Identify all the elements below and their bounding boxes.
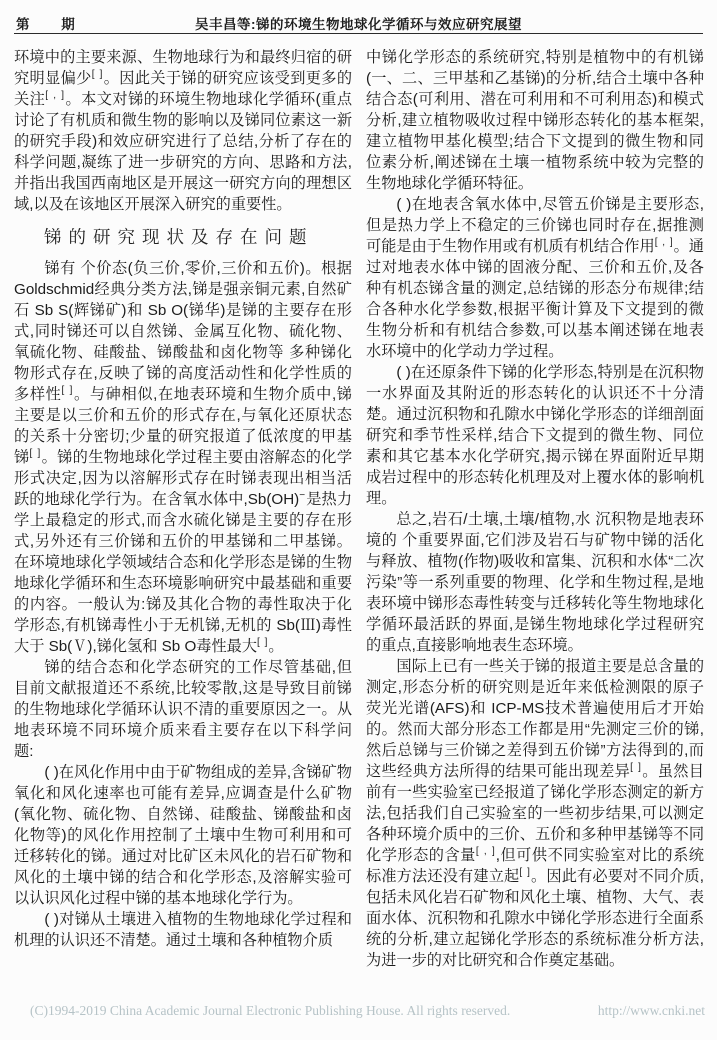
copyright-text: (C)1994-2019 China Academic Journal Electronic Publishing House. All rights reserved.: [30, 1003, 511, 1018]
paragraph-interface-summary: 总之,岩石/土壤,土壤/植物,水 沉积物是地表环境的 个重要界面,它们涉及岩石与矿物中锑的活化与释放、植物(作物)吸收和富集、沉积和水体“二次污染”等一系列重要的物理、化学和生物过程,是地表环境中锑形态毒性转变与迁移转化等生物地球化学循环最活跃的界面,是锑生物地球化学过程研究的重点,直接影响地表生态环境。: [366, 511, 704, 654]
right-column: [366, 47, 704, 971]
paragraph-question-soil-plant-start: ( )对锑从土壤进入植物的生物地球化学过程和机理的认识还不清楚。通过土壤和各种植物介质: [14, 911, 352, 949]
left-column: [14, 47, 352, 971]
watermark-footer: [30, 1003, 705, 1019]
paragraph-soil-plant-continuation: 中锑化学形态的系统研究,特别是植物中的有机锑(一、二、三甲基和乙基锑)的分析,结合土壤中各种结合态(可利用、潜在可利用和不可利用态)和模式分析,建立植物吸收过程中锑形态转化的基本框架,建立植物甲基化模型;结合下文提到的微生物和同位素分析,阐述锑在土壤一植物系统中较为完整的生物地球化学循环特征。: [366, 49, 704, 192]
section-heading: 锑的研究现状及存在问题: [44, 227, 314, 247]
paragraph-international-status: 国际上已有一些关于锑的报道主要是总含量的测定,形态分析的研究则是近年来低检测限的原子荧光光谱(AFS)和 ICP-MS技术普遍使用后才开始的。然而大部分形态工作都是用“先测定三价的锑,然后总锑与三价锑之差得到五价锑”方法得到的,而这些经典方法所得的结果可能出现差异[ ]。虽然目前有一些实验室已经报道了锑化学形态测定的新方法,包括我们自己实验室的一些初步结果,可以测定各种环境介质中的三价、五价和多种甲基锑等不同化学形态的含量[ , ],但可供不同实验室对比的系统标准方法还没有建立起[ ]。因此有必要对不同介质,包括未风化岩石矿物和风化土壤、植物、大气、表面水体、沉积物和孔隙水中锑化学形态进行全面系统的分析,建立起锑化学形态的系统标准分析方法,为进一步的对比研究和合作奠定基础。: [366, 658, 704, 969]
paragraph-question-oxic-water: ( )在地表含氧水体中,尽管五价锑是主要形态,但是热力学上不稳定的三价锑也同时存在,据推测可能是由于生物作用或有机质有机结合作用[ , ]。通过对地表水体中锑的固液分配、三价和五价,及各种有机态锑含量的测定,总结锑的形态分布规律;结合各种水化学参数,根据平衡计算及下文提到的微生物分析和有机结合参数,可以基本阐述锑在地表水环境中的化学动力学过程。: [366, 196, 704, 360]
paragraph-valence-states: 锑有 个价态(负三价,零价,三价和五价)。根据 Goldschmid经典分类方法,锑是强亲铜元素,自然矿石 Sb S(辉锑矿)和 Sb O(锑华)是锑的主要存在形式,同时锑还可以自然锑、金属互化物、硫化物、氧硫化物、硅酸盐、锑酸盐和卤化物等 多种锑化物形式存在,反映了锑的高度活动性和化学性质的多样性[ ]。与砷相似,在地表环境和生物介质中,锑主要是以三价和五价的形式存在,与氧化还原状态的关系十分密切;少量的研究报道了低浓度的甲基锑[ ]。锑的生物地球化学过程主要由溶解态的化学形式决定,因为以溶解形式存在时锑表现出相当活跃的地球化学行为。在含氧水体中,Sb(OH)−是热力学上最稳定的形式,而含水硫化锑是主要的存在形式,另外还有三价锑和五价的甲基锑和二甲基锑。在环境地球化学领域结合态和化学形态是锑的生物地球化学循环和生态环境影响研究中最基础和重要的内容。一般认为:锑及其化合物的毒性取决于化学形态,有机锑毒性小于无机锑,无机的 Sb(Ⅲ)毒性大于 Sb(Ⅴ),锑化氢和 Sb O毒性最大[ ]。: [14, 260, 352, 655]
issue-label: 第 期: [16, 17, 89, 32]
cnki-url: http://www.cnki.net: [597, 1003, 705, 1018]
page-header: [14, 13, 703, 33]
running-title: 吴丰昌等:锑的环境生物地球化学循环与效应研究展望: [195, 17, 522, 32]
paragraph-question-weathering: ( )在风化作用中由于矿物组成的差异,含锑矿物氧化和风化速率也可能有差异,应调查是什么矿物(氧化物、硫化物、自然锑、硅酸盐、锑酸盐和卤化物等)的风化作用控制了土壤中生物可利用和可迁移转化的锑。通过对比矿区未风化的岩石矿物和风化的土壤中锑的结合和化学形态,及溶解实验可以认识风化过程中锑的基本地球化学行为。: [14, 764, 352, 907]
paragraph-intro-continuation: 环境中的主要来源、生物地球行为和最终归宿的研究明显偏少[ ]。因此关于锑的研究应该受到更多的关注[ , ]。本文对锑的环境生物地球化学循环(重点讨论了有机质和微生物的影响以及锑同位素这一新的研究手段)和效应研究进行了总结,分析了存在的科学问题,凝练了进一步研究的方向、思路和方法,并指出我国西南地区是开展这一研究方向的理想区域,以及在该地区开展深入研究的重要性。: [14, 49, 352, 213]
body-columns: [14, 47, 704, 971]
paragraph-question-reducing-conditions: ( )在还原条件下锑的化学形态,特别是在沉积物一水界面及其附近的形态转化的认识还不十分清楚。通过沉积物和孔隙水中锑化学形态的详细剖面研究和季节性采样,结合下文提到的微生物、同位素和其它基本水化学研究,揭示锑在界面附近早期成岩过程中的形态转化机理及对上覆水体的影响机理。: [366, 364, 704, 507]
paragraph-binding-forms: 锑的结合态和化学态研究的工作尽管基础,但目前文献报道还不系统,比较零散,这是导致目前锑的生物地球化学循环认识不清的重要原因之一。从地表环境不同环境介质来看主要存在以下科学问题:: [14, 659, 352, 760]
header-rule: [14, 33, 703, 34]
